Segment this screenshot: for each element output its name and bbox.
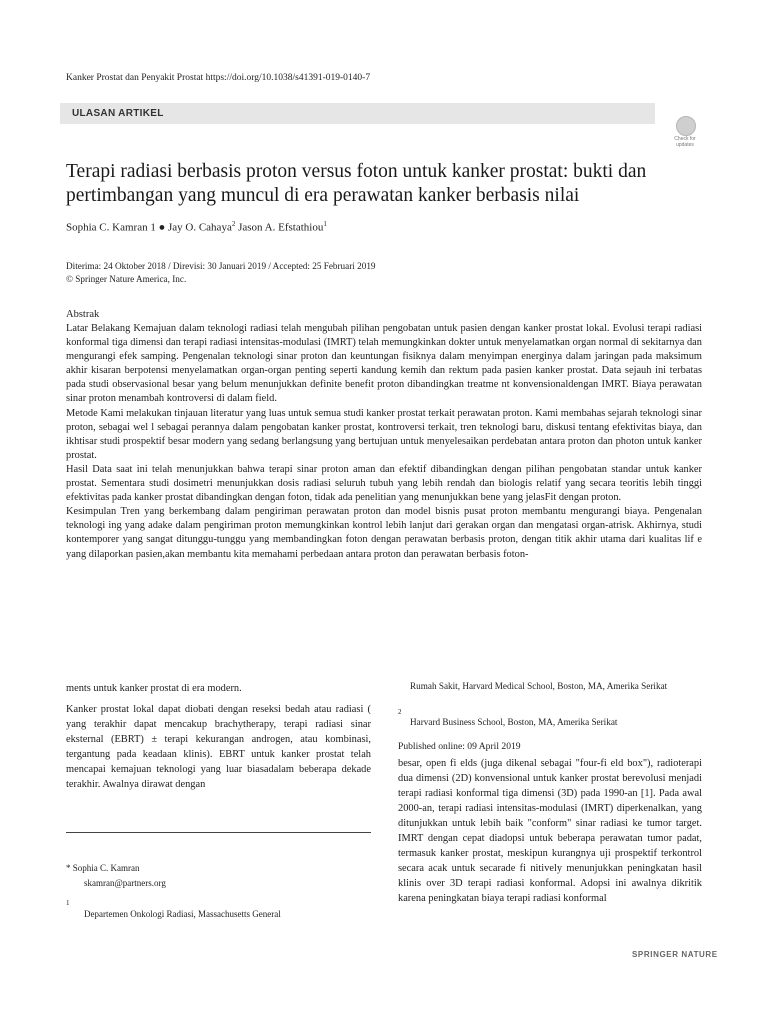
corresponding-author: * Sophia C. Kamran <box>66 863 140 873</box>
author-name: Jay O. Cahaya <box>167 221 232 234</box>
author-name: Jason A. Efstathiou <box>238 221 324 234</box>
body-right-column: besar, open fi elds (juga dikenal sebagai "four-fi eld box"), radioterapi dua dimensi (2D) konvensional untuk kanker prostat berevolusi menjadi terapi radiasi konformal tiga dimensi (3D) pada 1990-an [1]. Pada awal 2000-an, terapi radiasi intensitas-modulasi (IMRT) diperkenalkan, yang ditunjukkan untuk lebih baik "conform" sinar radiasi ke tumor target. IMRT dengan cepat diadopsi untuk beberapa perawatan tumor padat, termasuk kanker prostat, meskipun kurangnya uji prospektif terkontrol secara acak untuk secarade fi nitively menunjukkan peningkatan hasil klinis over 3D terapi radiasi konformal. Adopsi ini awalnya dikritik karena peningkatan biaya terapi radiasi konformal <box>398 758 702 904</box>
abstract-heading: Abstrak <box>66 309 100 320</box>
article-history <box>66 260 376 286</box>
springer-nature-logo: SPRINGER NATURE <box>632 950 718 959</box>
dates-line: Diterima: 24 Oktober 2018 / Direvisi: 30 Januari 2019 / Accepted: 25 Februari 2019 <box>66 261 376 271</box>
author-email-link[interactable]: skamran@partners.org <box>84 878 166 888</box>
abstract-conclusions-tail: ments untuk kanker prostat di era modern. <box>66 683 242 694</box>
footnote-number: 1 <box>66 899 70 907</box>
affiliation-harvard-business: Harvard Business School, Boston, MA, Amerika Serikat <box>410 717 618 727</box>
footnote-divider <box>66 832 371 833</box>
author-affiliation-mark: 2 <box>231 220 236 228</box>
affiliation-rumah-sakit: Rumah Sakit, Harvard Medical School, Boston, MA, Amerika Serikat <box>410 681 668 691</box>
affiliation-number: 2 <box>398 708 402 716</box>
footnote-department: Departemen Onkologi Radiasi, Massachusetts General <box>84 909 281 919</box>
journal-citation: Kanker Prostat dan Penyakit Prostat https://doi.org/10.1038/s41391-019-0140-7 <box>66 73 371 83</box>
author-list <box>66 220 327 234</box>
body-left-column: Kanker prostat lokal dapat diobati dengan reseksi bedah atau radiasi ( yang terakhir dapat mencakup brachytherapy, terapi radiasi sinar eksternal (EBRT) ± terapi kekurangan androgen, atau kombinasi, tergantung pada keadaan klinis). EBRT untuk kanker prostat telah mencapai kemajuan teknologi yang luar biasadalam beberapa dekade terakhir. Awalnya dirawat dengan <box>66 704 371 790</box>
author-name: Sophia C. Kamran 1 <box>66 221 156 234</box>
author-affiliation-mark: 1 <box>323 220 327 228</box>
published-online: Published online: 09 April 2019 <box>398 741 521 752</box>
copyright-line: © Springer Nature America, Inc. <box>66 274 187 284</box>
abstract-results: Hasil Data saat ini telah menunjukkan bahwa terapi sinar proton aman dan efektif dibandingkan dengan pilihan pengobatan standar untuk kanker prostat. Sementara studi dosimetri menunjukkan dosis radiasi seluruh tubuh yang lebih rendah dan biologis relatif yang secara teoritis lebih tinggi efektivitas pada kanker prostat dibandingkan dengan foton, tidak ada penelitian yang menunjukkan bene yang jelasFit dengan proton. <box>66 463 702 504</box>
abstract-body <box>66 322 702 562</box>
abstract-conclusions: Kesimpulan Tren yang berkembang dalam pengiriman perawatan proton dan model bisnis pusat proton membantu mengurangi biaya. Pengenalan teknologi ing yang adake dalam pengiriman proton memungkinkan kontrol lebih lanjut dari gerakan organ dan mengatasi organ-atrisk. Akhirnya, studi kontemporer yang sangat ditunggu-tunggu yang membandingkan foton dengan perawatan berbasis proton, dengan titik akhir utama dari kualitas lif e yang dilaporkan pasien,akan membantu kita memahami perbedaan antara proton dan perawatan berbasis foton- <box>66 506 702 560</box>
article-title: Terapi radiasi berbasis proton versus foton untuk kanker prostat: bukti dan pertimbangan yang muncul di era perawatan kanker berbasis nilai <box>66 161 647 206</box>
abstract-methods: Metode Kami melakukan tinjauan literatur yang luas untuk semua studi kanker prostat terkait perawatan proton. Kami membahas sejarah teknologi sinar proton, sebagai wel l sebagai perannya dalam pengobatan kanker prostat, kontroversi terkait, tren teknologi baru, diskusi tentang efektivitas biaya, dan ikhtisar studi prospektif besar modern yang sedang berlangsung yang bertujuan untuk menyelesaikan perdebatan antara proton dan photon untuk kanker prostat. <box>66 407 702 461</box>
abstract-background: Latar Belakang Kemajuan dalam teknologi radiasi telah mengubah pilihan pengobatan untuk pasien dengan kanker prostat lokal. Evolusi terapi radiasi konformal tiga dimensi dan terapi radiasi intensitas-modulasi (IMRT) telah memungkinkan dokter untuk menyelamatkan organ normal di sekitarnya dan mengurangi efek samping. Pengenalan teknologi sinar proton dan keuntungan fisiknya dalam menyimpan energinya dalam jaringan pada maksimum akhir kisaran berpotensi menyelamatkan organ-organ penting seperti kandung kemih dan rektum pada pasien kanker prostat. Data sejauh ini terbatas pada studi observasional besar yang belum menunjukkan definite benefit proton dibandingkan treatme nt konvensionaldengan IMRT. Biaya perawatan sinar proton menambah kontroversi di dalam field. <box>66 323 702 405</box>
section-label: ULASAN ARTIKEL <box>72 108 164 119</box>
orcid-icon[interactable]: ● <box>158 221 166 234</box>
check-for-updates-label: Check for updates <box>674 136 696 148</box>
check-for-updates-icon[interactable] <box>676 116 696 136</box>
